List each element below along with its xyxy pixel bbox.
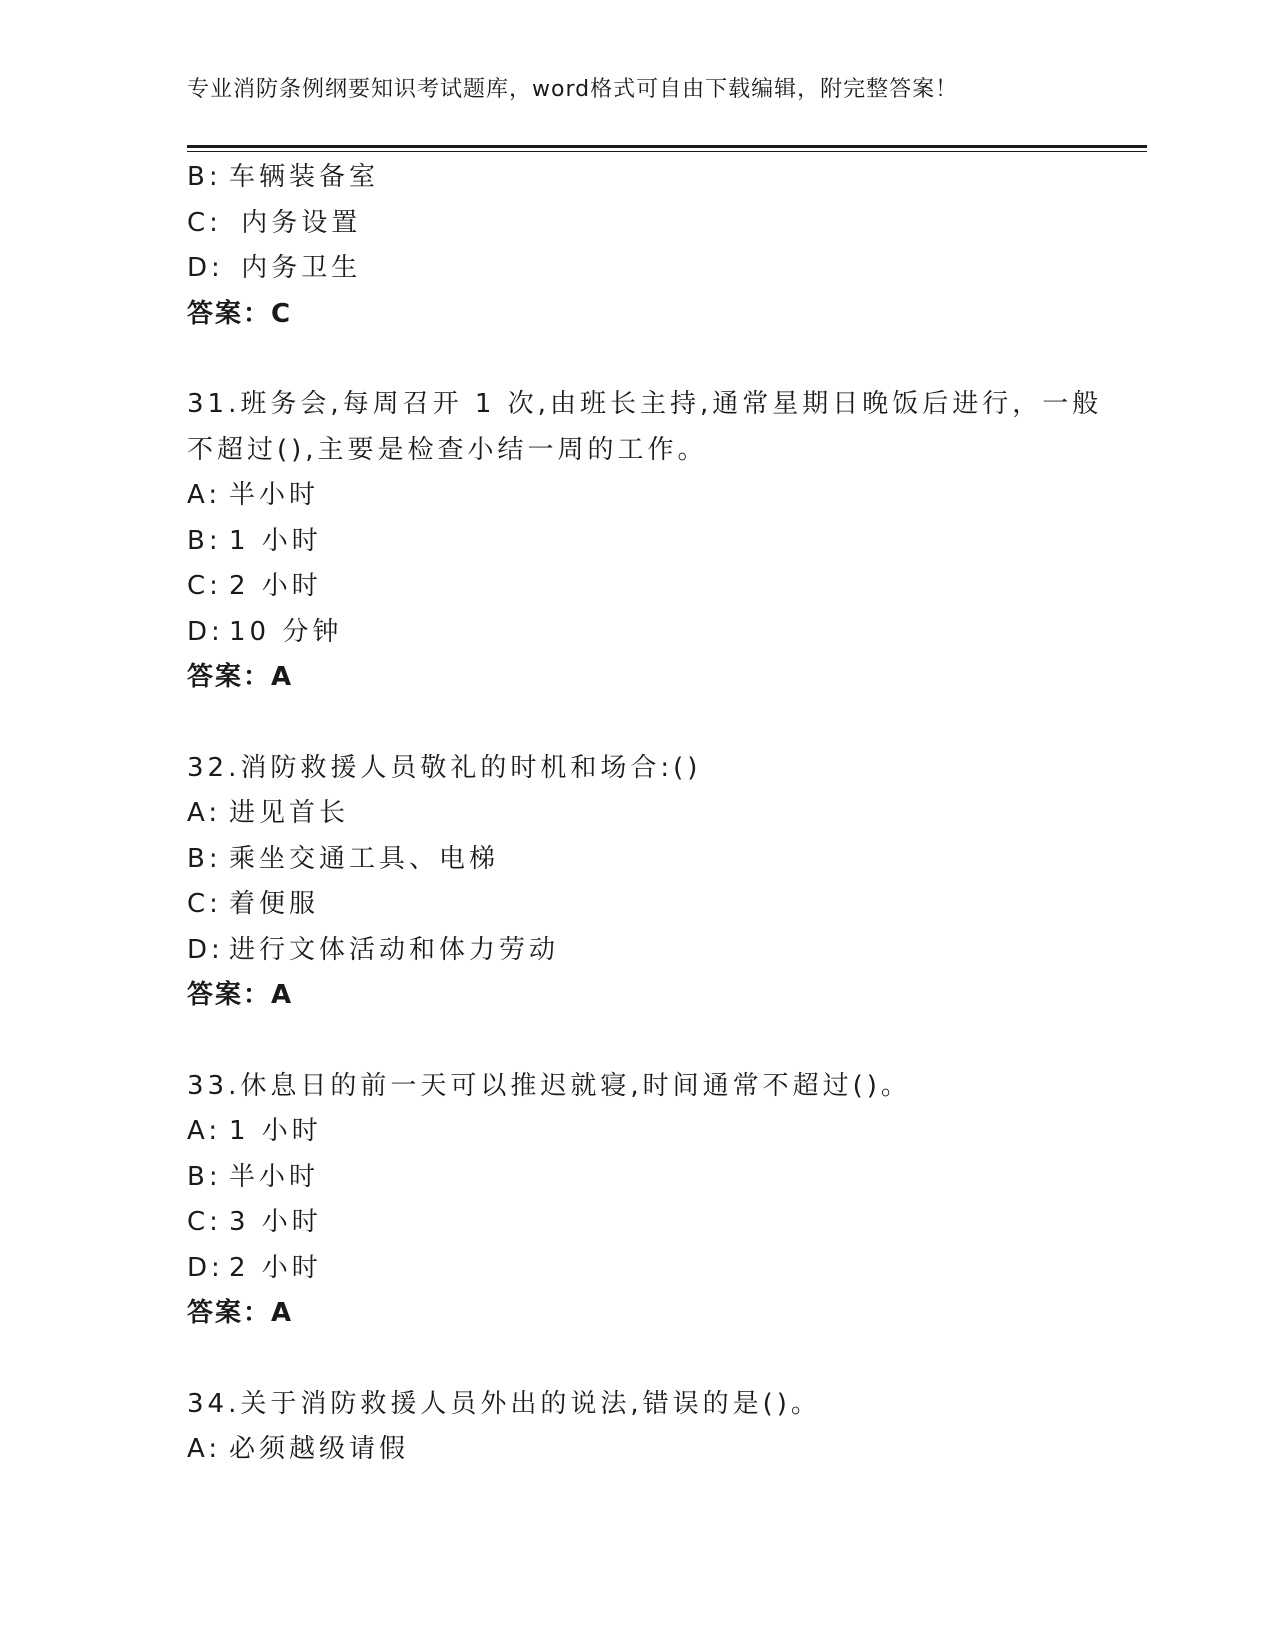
option-text: 1 小时: [229, 1116, 322, 1146]
option-label: D:: [187, 934, 224, 965]
spacer: [187, 1019, 1087, 1064]
page-header: 专业消防条例纲要知识考试题库，word格式可自由下载编辑，附完整答案！: [187, 77, 959, 102]
question-34: [187, 1382, 1087, 1473]
option-d: [187, 928, 1087, 974]
option-text: 1 小时: [229, 525, 322, 556]
option-c: [187, 201, 1087, 247]
option-label: C:: [187, 571, 222, 601]
header-rule-thin: [187, 151, 1147, 152]
option-a: [187, 1109, 1087, 1155]
option-text: 车辆装备室: [229, 162, 380, 192]
option-label: B:: [187, 162, 222, 192]
question-stem: 32.消防救援人员敬礼的时机和场合:(): [187, 752, 702, 783]
answer-line: 答案：A: [187, 662, 294, 692]
question-stem: 34.关于消防救援人员外出的说法,错误的是()。: [187, 1388, 821, 1419]
option-label: A:: [187, 1434, 222, 1464]
option-a: [187, 791, 1087, 837]
question-content: [187, 155, 1103, 1473]
option-a: [187, 1427, 1087, 1473]
option-text: 着便服: [229, 889, 320, 919]
answer-line: 答案：C: [187, 298, 293, 329]
spacer: [187, 1337, 1087, 1382]
option-label: D:: [187, 1252, 224, 1283]
option-label: B:: [187, 843, 222, 874]
option-text: 进见首长: [229, 798, 350, 828]
option-label: B:: [187, 1161, 222, 1192]
header-rule-thick: [187, 145, 1147, 148]
option-label: C:: [187, 1207, 222, 1237]
spacer: [187, 701, 1087, 746]
option-label: A:: [187, 798, 222, 828]
option-text: 进行文体活动和体力劳动: [229, 934, 560, 965]
question-stem: 31.班务会,每周召开 1 次,由班长主持,通常星期日晚饭后进行，一般: [187, 389, 1103, 419]
option-text: 2 小时: [229, 571, 322, 601]
option-text: 10 分钟: [229, 616, 343, 647]
partial-question-block: [187, 155, 1087, 337]
option-b: [187, 519, 1087, 565]
option-b: [187, 155, 1087, 201]
option-d: [187, 610, 1087, 656]
option-label: D:: [187, 253, 224, 283]
option-text: 2 小时: [229, 1252, 322, 1283]
option-text: 半小时: [229, 480, 320, 510]
option-a: [187, 473, 1087, 519]
option-c: [187, 1200, 1087, 1246]
option-label: C:: [187, 207, 222, 238]
option-label: B:: [187, 525, 222, 556]
option-c: [187, 564, 1087, 610]
spacer: [187, 337, 1087, 382]
question-33: [187, 1064, 1087, 1337]
question-stem: 33.休息日的前一天可以推迟就寝,时间通常不超过()。: [187, 1070, 911, 1101]
option-b: [187, 1155, 1087, 1201]
option-b: [187, 837, 1087, 883]
option-d: [187, 246, 1087, 292]
question-31: [187, 382, 1103, 701]
option-label: A:: [187, 480, 222, 510]
option-text: 乘坐交通工具、电梯: [229, 843, 500, 874]
question-stem: 不超过(),主要是检查小结一周的工作。: [187, 434, 708, 465]
option-d: [187, 1246, 1087, 1292]
option-text: 3 小时: [229, 1207, 322, 1237]
option-label: C:: [187, 889, 222, 919]
option-text: 半小时: [229, 1161, 320, 1192]
option-text: 内务卫生: [229, 253, 362, 283]
option-text: 必须越级请假: [229, 1434, 410, 1464]
option-c: [187, 882, 1087, 928]
answer-line: 答案：A: [187, 980, 294, 1010]
question-32: [187, 746, 1087, 1019]
option-text: 内务设置: [229, 207, 362, 238]
answer-line: 答案：A: [187, 1298, 294, 1328]
option-label: D:: [187, 616, 224, 647]
option-label: A:: [187, 1116, 222, 1146]
